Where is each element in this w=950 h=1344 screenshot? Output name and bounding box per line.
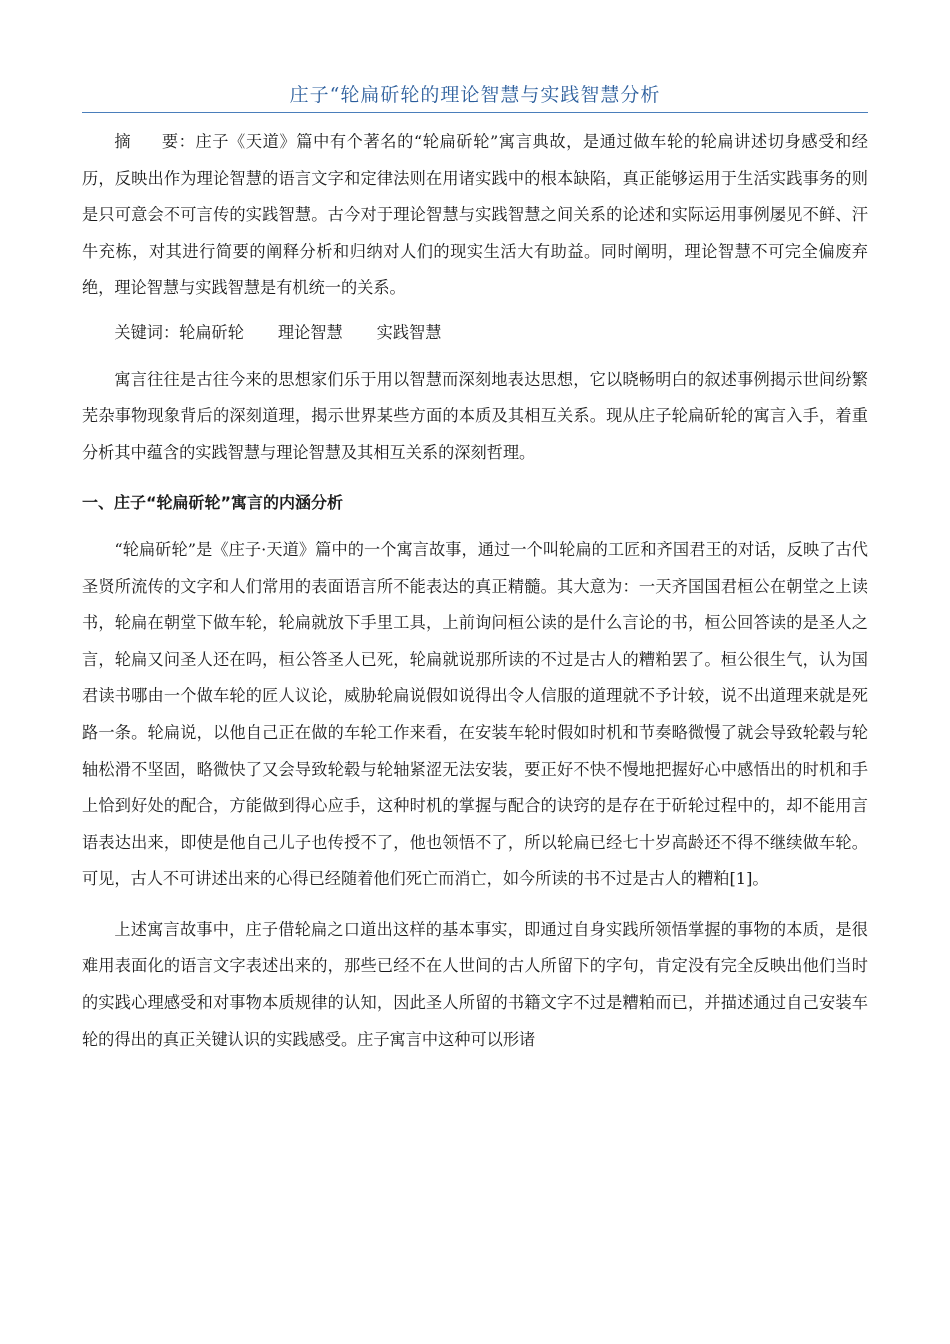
document-body <box>82 124 868 1058</box>
section1-paragraph-2: 上述寓言故事中，庄子借轮扁之口道出这样的基本事实，即通过自身实践所领悟掌握的事物的本质，是很难用表面化的语言文字表述出来的，那些已经不在人世间的古人所留下的字句，肯定没有完全反映出他们当时的实践心理感受和对事物本质规律的认知，因此圣人所留的书籍文字不过是糟粕而已，并描述通过自己安装车轮的得出的真正关键认识的实践感受。庄子寓言中这种可以形诸 <box>82 919 868 1049</box>
section1-paragraph-1: “轮扁斫轮”是《庄子·天道》篇中的一个寓言故事，通过一个叫轮扁的工匠和齐国君王的对话，反映了古代圣贤所流传的文字和人们常用的表面语言所不能表达的真正精髓。其大意为：一天齐国国君桓公在朝堂之上读书，轮扁在朝堂下做车轮，轮扁就放下手里工具，上前询问桓公读的是什么言论的书，桓公回答读的是圣人之言，轮扁又问圣人还在吗，桓公答圣人已死，轮扁就说那所读的不过是古人的糟粕罢了。桓公很生气，认为国君读书哪由一个做车轮的匠人议论，威胁轮扁说假如说得出令人信服的道理就不予计较，说不出道理来就是死路一条。轮扁说，以他自己正在做的车轮工作来看，在安装车轮时假如时机和节奏略微慢了就会导致轮毂与轮轴松滑不坚固，略微快了又会导致轮毂与轮轴紧涩无法安装，要正好不快不慢地把握好心中感悟出的时机和手上恰到好处的配合，方能做到得心应手，这种时机的掌握与配合的诀窍的是存在于斫轮过程中的，却不能用言语表达出来，即使是他自己儿子也传授不了，他也领悟不了，所以轮扁已经七十岁高龄还不得不继续做车轮。可见，古人不可讲述出来的心得已经随着他们死亡而消亡，如今所读的书不过是古人的糟粕[1]。 <box>82 539 868 889</box>
keywords-line <box>82 315 868 352</box>
keywords-label: 关键词： <box>114 322 180 342</box>
intro-paragraph: 寓言往往是古往今来的思想家们乐于用以智慧而深刻地表达思想，它以晓畅明白的叙述事例揭示世间纷繁芜杂事物现象背后的深刻道理，揭示世界某些方面的本质及其相互关系。现从庄子轮扁斫轮的寓言入手，着重分析其中蕴含的实践智慧与理论智慧及其相互关系的深刻哲理。 <box>82 369 868 462</box>
abstract-label-part2: 要： <box>161 132 196 151</box>
section-heading: 一、庄子“轮扁斫轮”寓言的内涵分析 <box>82 493 344 513</box>
title-rule <box>82 78 868 113</box>
keyword-item: 轮扁斫轮 <box>179 322 244 342</box>
keyword-item: 理论智慧 <box>277 322 343 342</box>
page-title: 庄子“轮扁斫轮的理论智慧与实践智慧分析 <box>289 84 661 106</box>
abstract-text: 庄子《天道》篇中有个著名的“轮扁斫轮”寓言典故，是通过做车轮的轮扁讲述切身感受和经历，反映出作为理论智慧的语言文字和定律法则在用诸实践中的根本缺陷，真正能够运用于生活实践事务的则是只可意会不可言传的实践智慧。古今对于理论智慧与实践智慧之间关系的论述和实际运用事例屡见不鲜、汗牛充栋，对其进行简要的阐释分析和归纳对人们的现实生活大有助益。同时阐明，理论智慧不可完全偏废弃绝，理论智慧与实践智慧是有机统一的关系。 <box>82 132 868 298</box>
abstract-paragraph <box>82 124 868 307</box>
abstract-label-part1: 摘 <box>114 132 132 151</box>
keyword-item: 实践智慧 <box>376 322 442 342</box>
